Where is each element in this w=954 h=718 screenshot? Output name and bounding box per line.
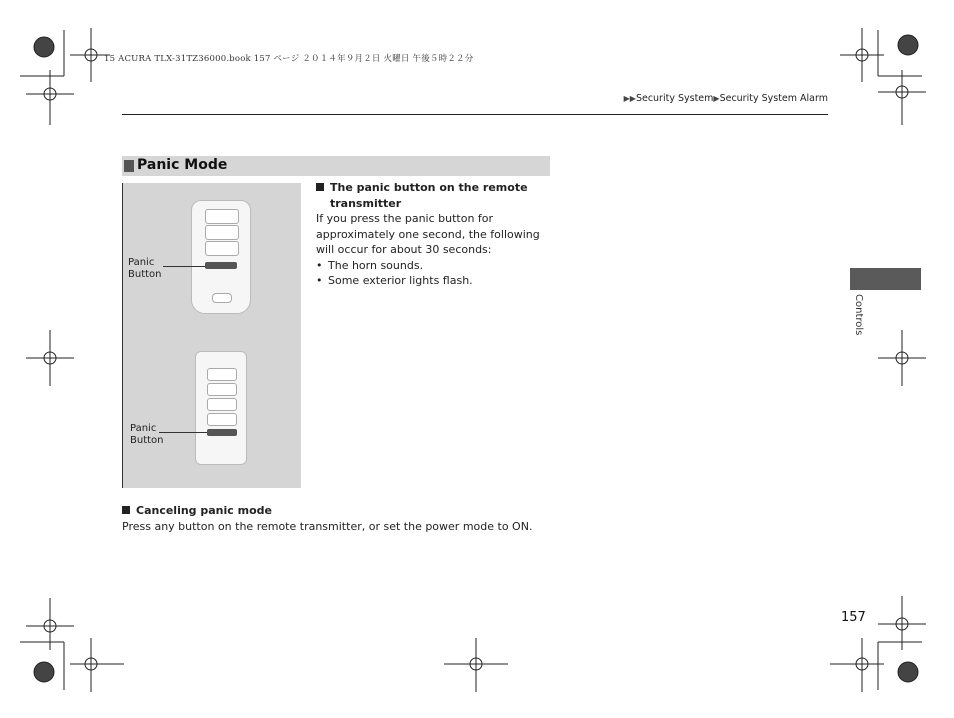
canceling-heading-text: Canceling panic mode — [136, 504, 272, 517]
chapter-tab-label: Controls — [853, 294, 864, 336]
remote-transmitter-illustration-1 — [191, 200, 251, 314]
chapter-tab — [850, 268, 921, 290]
note-body: If you press the panic button for approximately one second, the following will occur for about 30 seconds: — [316, 212, 540, 256]
section-square-icon — [124, 160, 134, 172]
fob-button — [207, 383, 237, 396]
canceling-heading — [122, 503, 722, 519]
page-number: 157 — [841, 610, 866, 625]
panic-button-note — [316, 180, 552, 289]
remote-transmitter-figure — [122, 183, 301, 488]
remote-transmitter-illustration-2 — [195, 351, 247, 465]
canceling-panic-mode — [122, 503, 722, 535]
panic-button-highlight — [207, 429, 237, 436]
registration-target-icon — [898, 662, 918, 682]
panic-button-highlight — [205, 262, 237, 269]
breadcrumb-arrow-icon: ▶▶ — [623, 94, 636, 103]
leader-line — [163, 266, 205, 267]
fob-button — [207, 398, 237, 411]
breadcrumb — [624, 93, 828, 104]
registration-target-icon — [34, 662, 54, 682]
registration-target-icon — [34, 37, 54, 57]
canceling-square-icon — [122, 506, 130, 514]
note-square-icon — [316, 183, 324, 191]
fob-key-slot — [212, 293, 232, 303]
panic-button-label-top: Panic Button — [128, 257, 162, 280]
section-title: Panic Mode — [137, 157, 228, 173]
print-info-line: 15 ACURA TLX-31TZ36000.book 157 ページ ２０１４年９月２日 火曜日 午後５時２２分 — [104, 54, 474, 64]
note-heading — [316, 180, 552, 211]
breadcrumb-item-security-system: Security System — [635, 93, 714, 104]
breadcrumb-arrow-icon: ▶ — [713, 94, 720, 103]
panic-button-label-bottom: Panic Button — [130, 423, 164, 446]
list-item: • Some exterior lights flash. — [316, 273, 552, 289]
registration-target-icon — [898, 35, 918, 55]
breadcrumb-item-security-system-alarm: Security System Alarm — [719, 93, 828, 104]
header-rule — [122, 114, 828, 115]
section-header — [122, 156, 550, 176]
fob-button — [207, 413, 237, 426]
fob-button — [205, 209, 239, 224]
note-bullet-list — [316, 258, 552, 289]
fob-button — [205, 225, 239, 240]
leader-line — [159, 432, 207, 433]
list-item: • The horn sounds. — [316, 258, 552, 274]
fob-button — [205, 241, 239, 256]
fob-button — [207, 368, 237, 381]
note-heading-text: The panic button on the remote transmitter — [330, 181, 528, 210]
canceling-body: Press any button on the remote transmitter, or set the power mode to ON. — [122, 520, 533, 533]
